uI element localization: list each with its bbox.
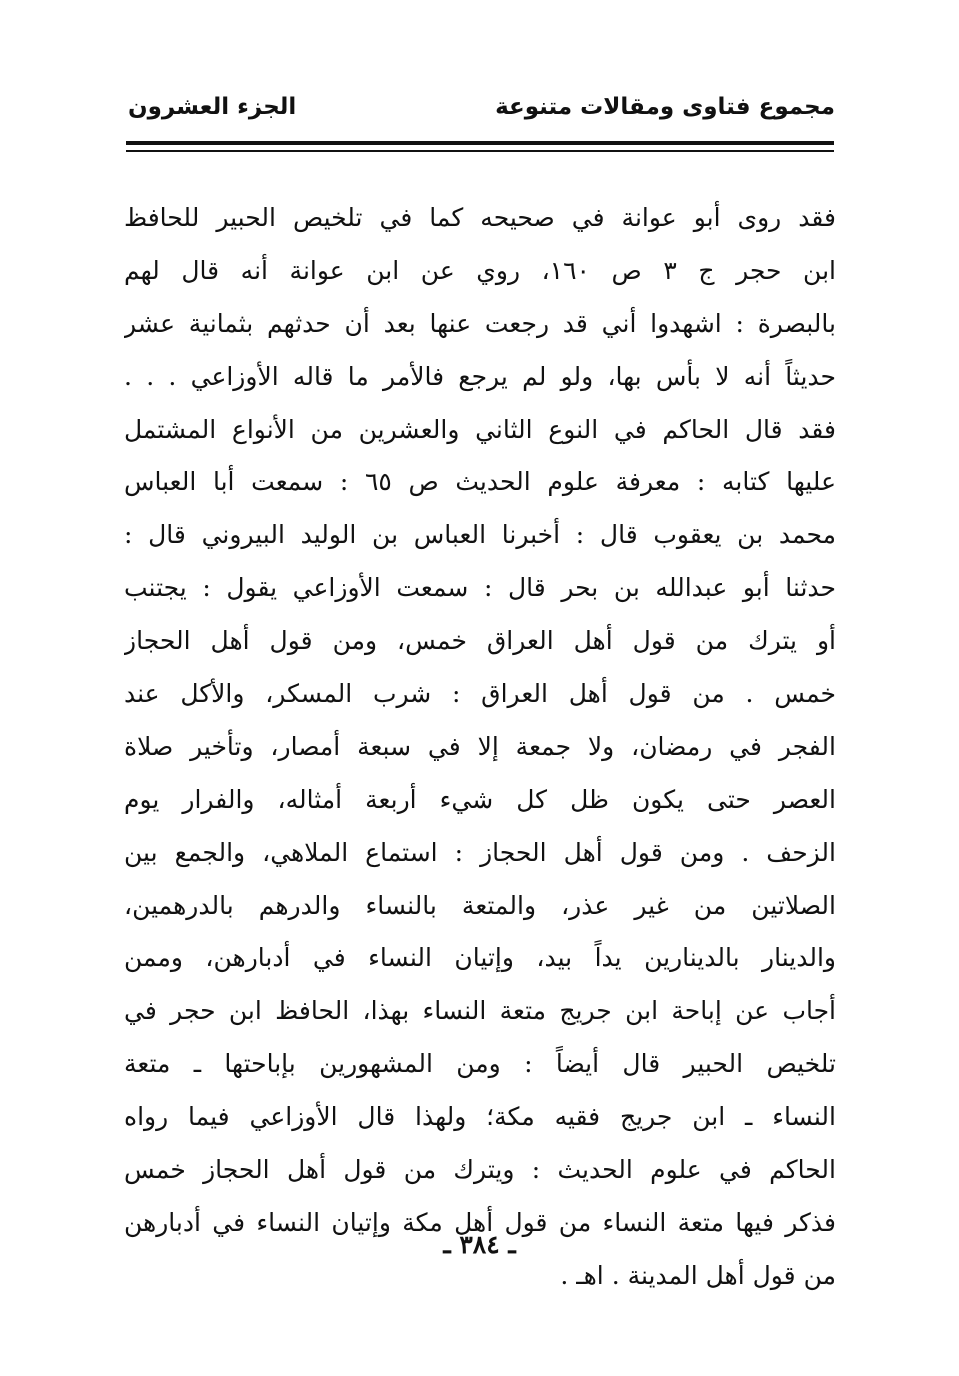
header-rule-thick: [126, 141, 834, 145]
text-line: فقد قال الحاكم في النوع الثاني والعشرين من الأنواع المشتمل: [124, 414, 836, 444]
text-line: والدينار بالدينارين يداً بيد، وإتيان النساء في أدبارهن، وممن: [124, 943, 836, 973]
text-line: الفجر في رمضان، ولا جمعة إلا في سبعة أمصار، وتأخير صلاة: [124, 731, 836, 761]
text-line: الصلاتين من غير عذر، والمتعة بالنساء والدرهم بالدرهمين،: [124, 890, 836, 920]
text-line: أجاب عن إباحة ابن جريج متعة النساء بهذا، الحافظ ابن حجر في: [124, 996, 836, 1026]
text-line: حدثنا أبو عبدالله بن بحر قال : سمعت الأوزاعي يقول : يجتنب: [124, 573, 836, 603]
header-rule-thin: [126, 150, 834, 152]
text-line: الحاكم في علوم الحديث : ويترك من قول أهل الحجاز خمس: [124, 1155, 836, 1185]
text-line: محمد بن يعقوب قال : أخبرنا العباس بن الوليد البيروني قال :: [124, 520, 836, 550]
text-line: فذكر فيها متعة النساء من قول أهل مكة وإتيان النساء في أدبارهن: [124, 1207, 836, 1237]
text-line: العصر حتى يكون ظل كل شيء أربعة أمثاله، والفرار يوم: [124, 784, 836, 814]
text-line: عليها كتابه : معرفة علوم الحديث ص ٦٥ : سمعت أبا العباس: [124, 467, 836, 497]
text-line: من قول أهل المدينة . اهـ .: [560, 1260, 836, 1290]
book-title: مجموع فتاوى ومقالات متنوعة: [495, 94, 835, 120]
volume-label: الجزء العشرون: [128, 94, 297, 120]
text-line: خمس . من قول أهل العراق : شرب المسكر، والأكل عند: [124, 679, 836, 709]
running-header: [120, 88, 835, 128]
body-text: [124, 192, 836, 1303]
page-number: ـ ٣٨٤ ـ: [443, 1230, 516, 1259]
text-line: الزحف . ومن قول أهل الحجاز : استماع الملاهي، والجمع بين: [124, 837, 836, 867]
text-line: ابن حجر ج ٣ ص ١٦٠، روي عن ابن عوانة أنه قال لهم: [124, 255, 836, 285]
text-line: النساء ـ ابن جريج فقيه مكة؛ ولهذا قال الأوزاعي فيما رواه: [124, 1102, 836, 1132]
text-line: تلخيص الحبير قال أيضاً : ومن المشهورين بإباحتها ـ متعة: [124, 1049, 836, 1079]
text-line: فقد روى أبو عوانة في صحيحه كما في تلخيص الحبير للحافظ: [124, 203, 836, 232]
text-line: حديثاً أنه لا بأس بها، ولو لم يرجع فالأمر ما قاله الأوزاعي . . .: [124, 361, 836, 391]
text-line: أو يترك من قول أهل العراق خمس، ومن قول أهل الحجاز: [124, 626, 836, 656]
text-line: بالبصرة : اشهدوا أني قد رجعت عنها بعد أن حدثهم بثمانية عشر: [124, 308, 836, 338]
